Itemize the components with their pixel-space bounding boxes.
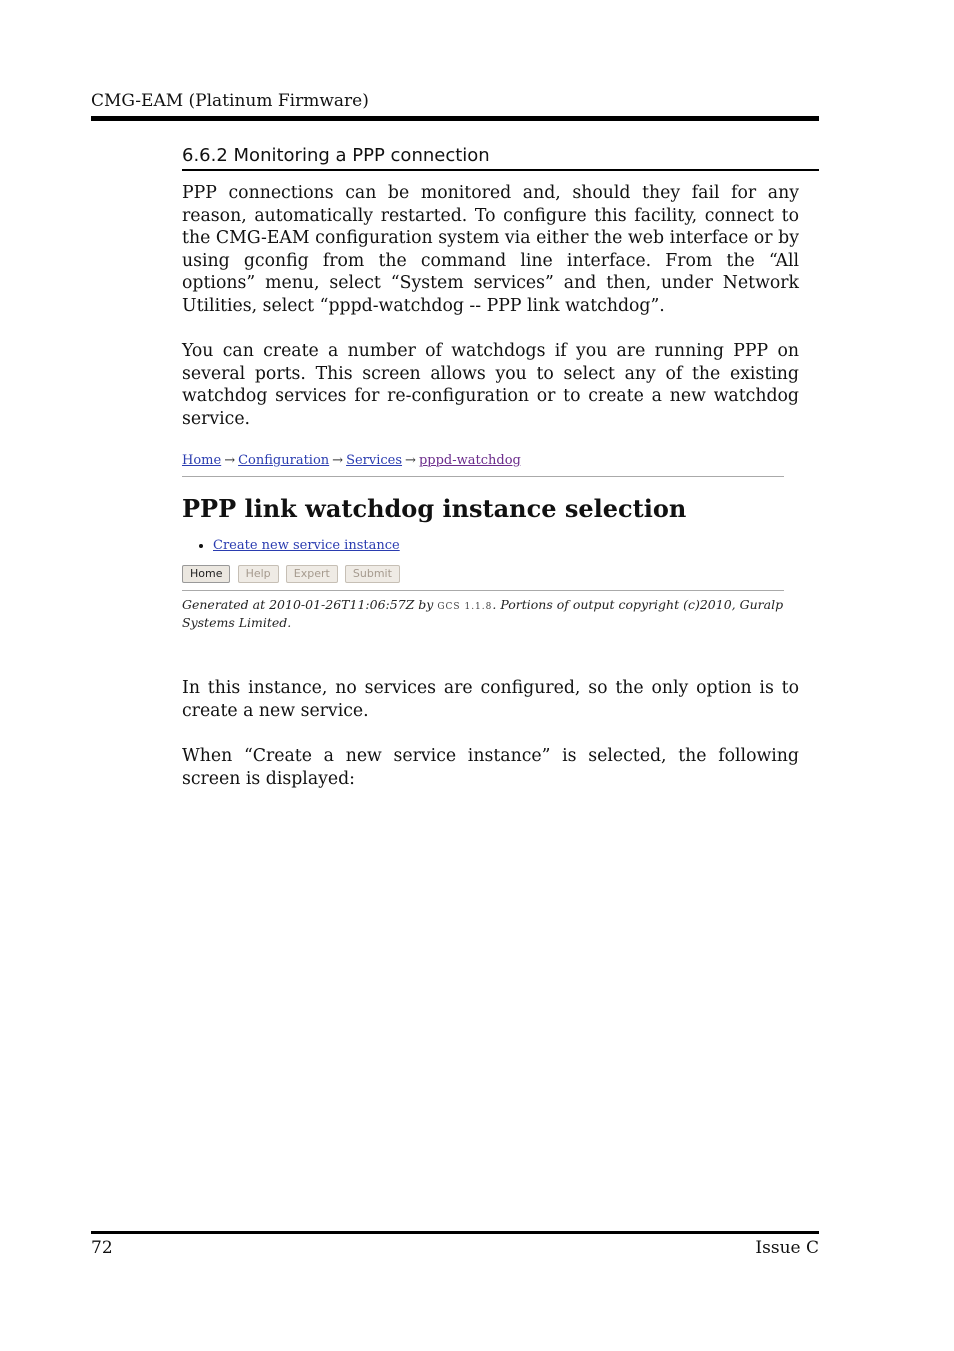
help-button[interactable]: Help xyxy=(238,565,279,583)
paragraph-multiple-watchdogs: You can create a number of watchdogs if you are running PPP on several ports. This screen allows you to select any of the existing watchdog services for re-configuration or to create a new watchdog service. xyxy=(182,341,799,429)
issue-label: Issue C xyxy=(755,1238,819,1258)
paragraph-no-services: In this instance, no services are configured, so the only option is to create a new service. xyxy=(182,678,799,721)
breadcrumb-services-link[interactable]: Services xyxy=(346,453,403,468)
section-heading: 6.6.2 Monitoring a PPP connection xyxy=(182,144,819,171)
screenshot-top-rule xyxy=(182,476,784,477)
service-instance-list xyxy=(182,537,784,555)
submit-button[interactable]: Submit xyxy=(345,565,400,583)
breadcrumb xyxy=(182,452,784,470)
home-button[interactable]: Home xyxy=(182,565,230,583)
running-header: CMG-EAM (Platinum Firmware) xyxy=(91,91,369,111)
breadcrumb-pppd-watchdog-link[interactable]: pppd-watchdog xyxy=(418,453,521,468)
breadcrumb-arrow-icon: → xyxy=(332,453,344,468)
header-rule xyxy=(91,116,819,121)
expert-button[interactable]: Expert xyxy=(286,565,338,583)
paragraph-create-selected: When “Create a new service instance” is selected, the following screen is displayed: xyxy=(182,746,799,789)
button-row xyxy=(182,565,784,583)
breadcrumb-arrow-icon: → xyxy=(224,453,236,468)
screenshot-page-title: PPP link watchdog instance selection xyxy=(182,494,687,523)
footer-rule xyxy=(91,1231,819,1234)
program-version: GCS 1.1.8 xyxy=(437,602,493,612)
paragraph-intro: PPP connections can be monitored and, should they fail for any reason, automatically restarted. To configure this facility, connect to the CMG-EAM configuration system via either the web interface or by using gconfig from the command line interface. From the “All options” menu, select “System services” and then, under Network Utilities, select “pppd-watchdog -- PPP link watchdog”. xyxy=(182,183,799,316)
breadcrumb-arrow-icon: → xyxy=(405,453,416,468)
page-number: 72 xyxy=(91,1238,113,1258)
generated-text: Generated at 2010-01-26T11:06:57Z by xyxy=(182,597,434,612)
create-new-service-instance-link[interactable]: Create new service instance xyxy=(213,538,400,553)
screenshot-bottom-rule xyxy=(182,590,784,591)
list-item xyxy=(213,537,784,555)
copyright-text: . Portions of output copyright (c)2010, Guralp Systems Limited. xyxy=(182,597,784,630)
breadcrumb-configuration-link[interactable]: Configuration xyxy=(238,453,330,468)
screenshot-generated-footer xyxy=(182,597,784,630)
breadcrumb-home-link[interactable]: Home xyxy=(182,453,222,468)
web-interface-screenshot xyxy=(182,452,784,630)
